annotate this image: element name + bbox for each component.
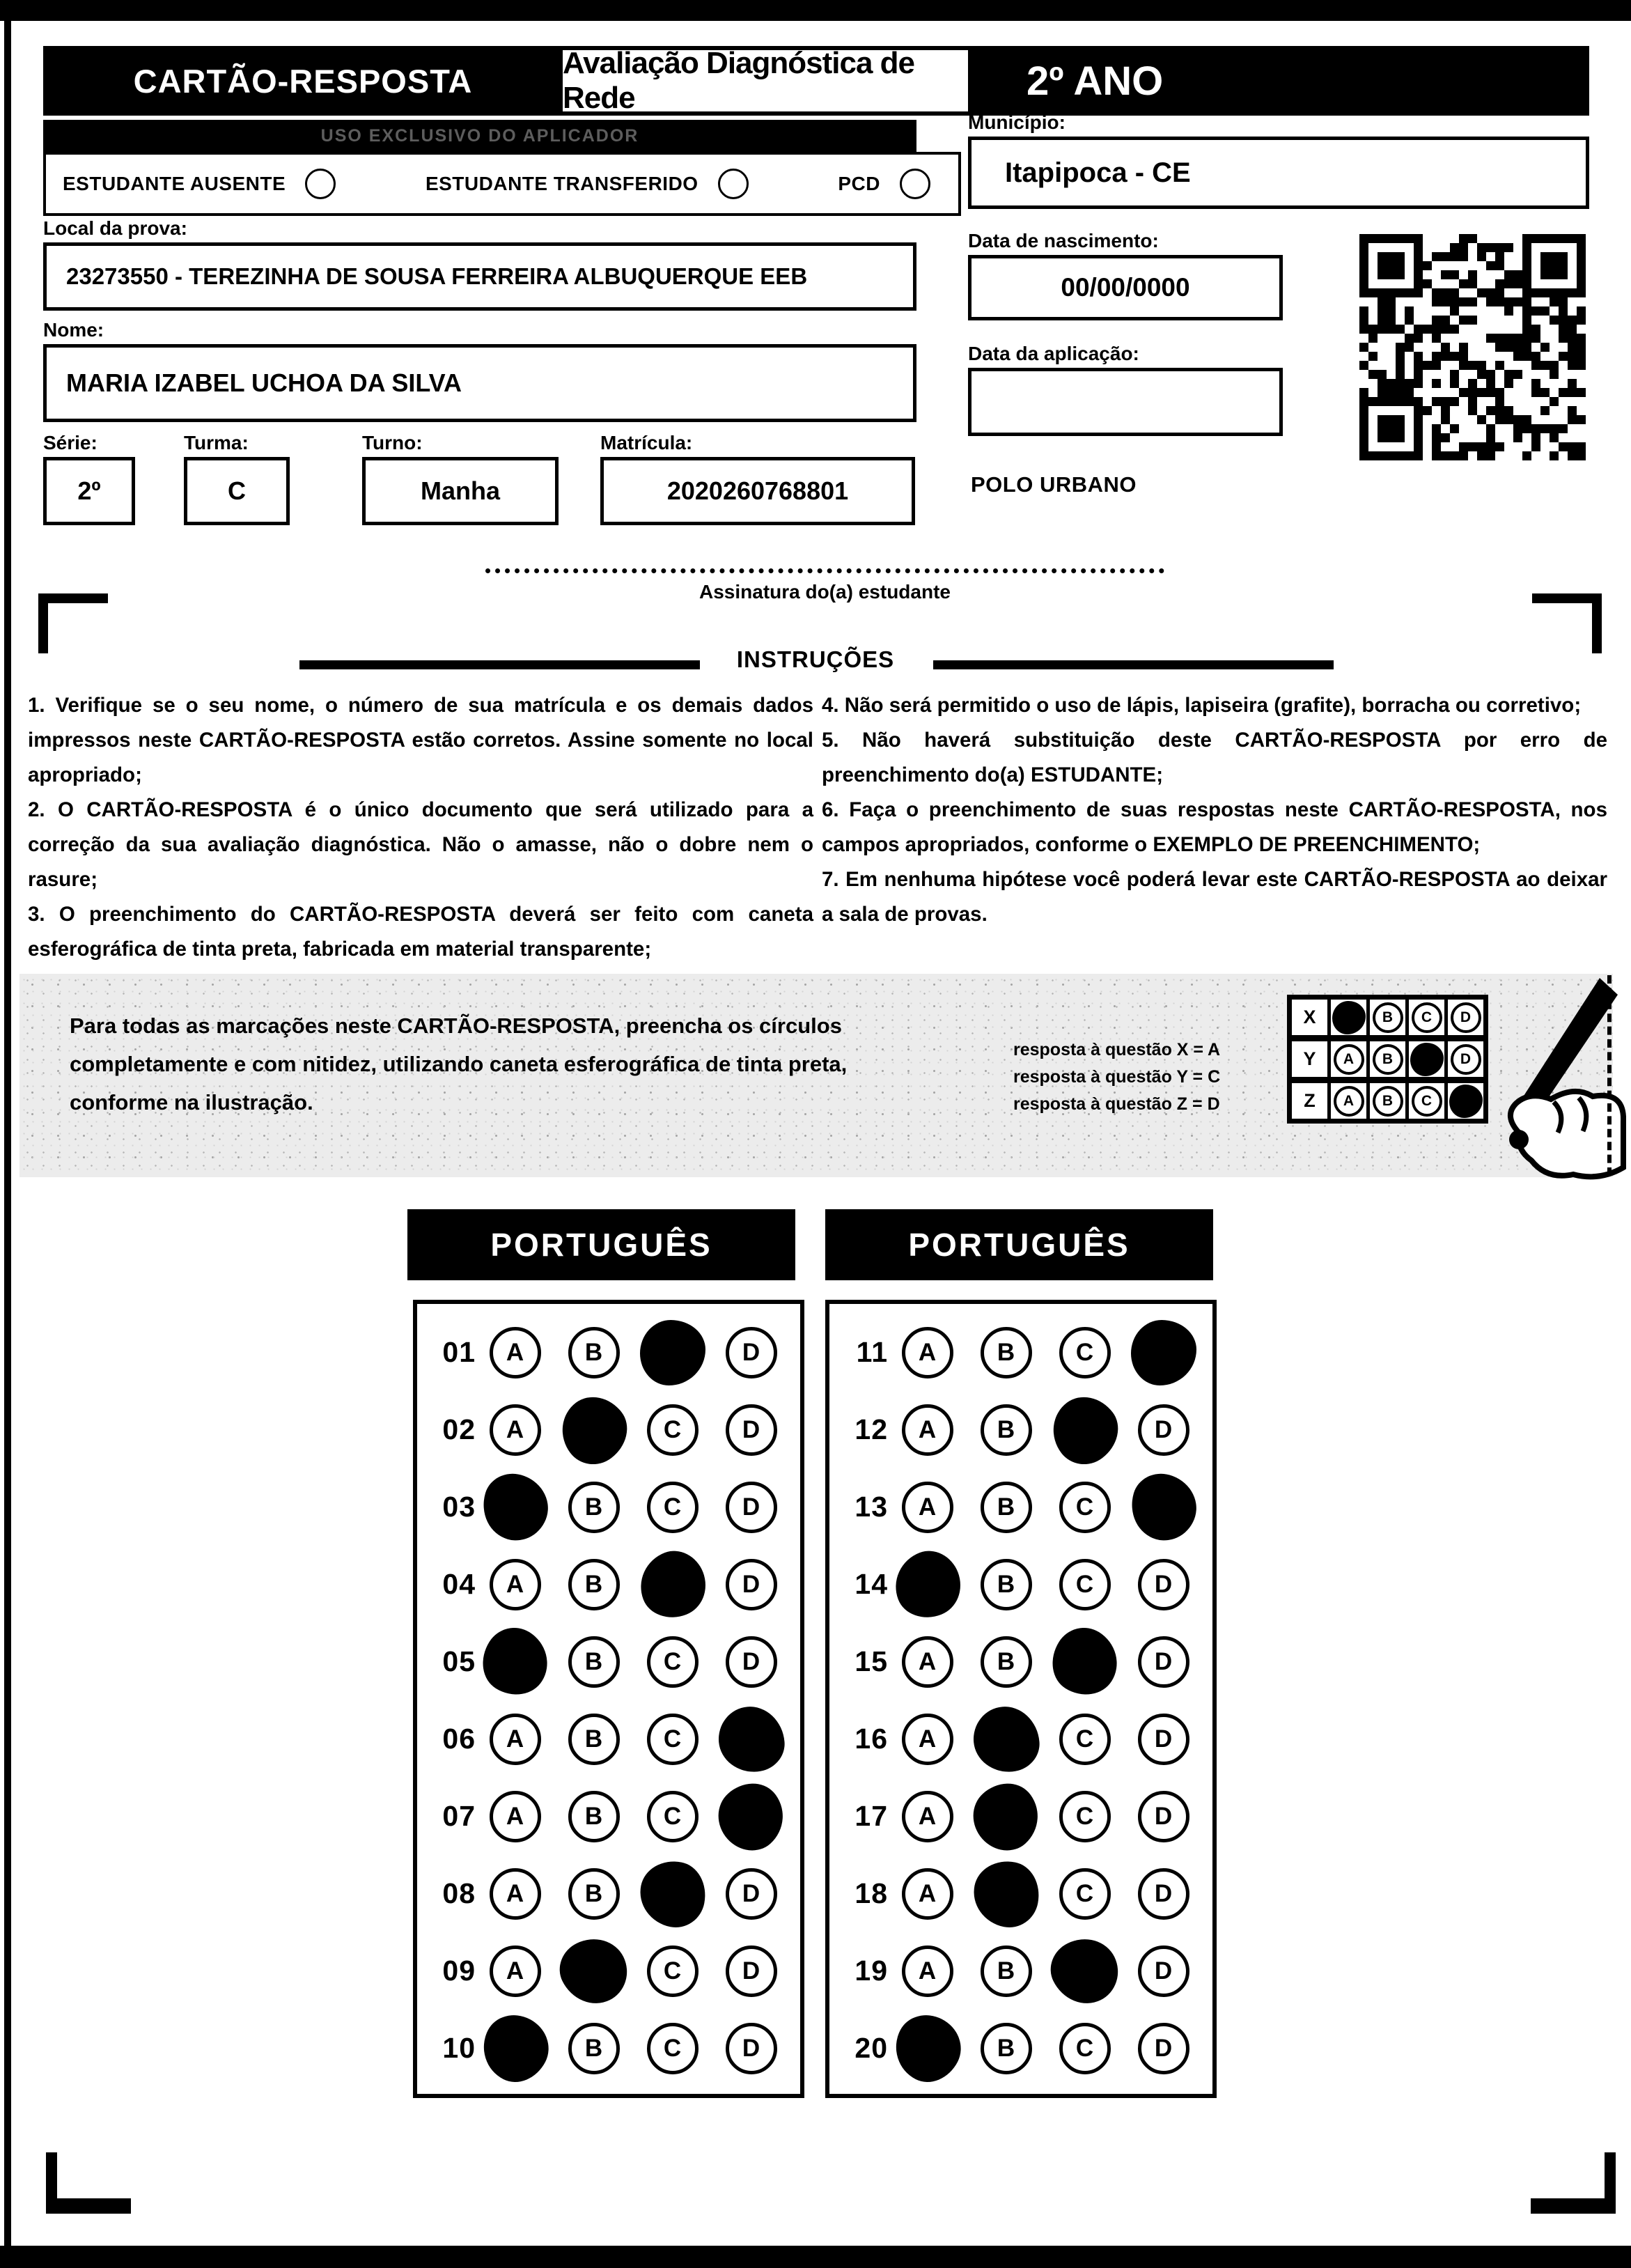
bubble-09-D[interactable]: D (712, 1945, 790, 1997)
bubble-17-A[interactable]: A (888, 1791, 967, 1842)
status-label: ESTUDANTE AUSENTE (63, 173, 286, 194)
bubble-04-A[interactable]: A (476, 1559, 554, 1610)
scan-top-bar (0, 0, 1631, 21)
bubble-09-B[interactable] (554, 1939, 633, 2004)
bubble-18-B[interactable] (967, 1861, 1045, 1927)
bubble-03-B[interactable]: B (554, 1482, 633, 1533)
question-number: 18 (854, 1877, 888, 1909)
answer-row (829, 1932, 1212, 2010)
bubble-13-D[interactable] (1124, 1475, 1203, 1540)
bubble-14-D[interactable]: D (1124, 1559, 1203, 1610)
bubble-18-A[interactable]: A (888, 1868, 967, 1920)
qr-code (1359, 234, 1586, 460)
status-checkbox-row (43, 152, 961, 216)
instruction-item: 7. Em nenhuma hipótese você poderá levar este CARTÃO-RESPOSTA ao deixar a sala de provas. (822, 868, 1607, 926)
turma-label: Turma: (184, 432, 249, 453)
bubble-17-B[interactable] (967, 1784, 1045, 1849)
bubble-02-D[interactable]: D (712, 1404, 790, 1456)
answer-row (829, 1546, 1212, 1623)
bubble-15-D[interactable]: D (1124, 1636, 1203, 1688)
example-bubble-A (1331, 1000, 1370, 1035)
status-circle[interactable] (900, 169, 930, 199)
instructions-title: INSTRUÇÕES (736, 646, 895, 672)
example-bubble-D: D (1448, 1041, 1483, 1077)
bubble-06-A[interactable]: A (476, 1714, 554, 1765)
example-bubble-A: A (1331, 1083, 1370, 1119)
question-number: 05 (442, 1645, 476, 1677)
bubble-07-A[interactable]: A (476, 1791, 554, 1842)
question-number: 13 (854, 1491, 888, 1523)
subject-header-left: PORTUGUÊS (407, 1209, 795, 1280)
bubble-11-C[interactable]: C (1045, 1327, 1124, 1378)
question-number: 11 (856, 1336, 888, 1368)
question-number: 15 (854, 1645, 888, 1677)
nascimento-label: Data de nascimento: (968, 230, 1159, 251)
bubble-16-A[interactable]: A (888, 1714, 967, 1765)
example-bubble-C: C (1409, 1000, 1448, 1035)
legend-line: resposta à questão X = A (1013, 1040, 1221, 1059)
bubble-09-A[interactable]: A (476, 1945, 554, 1997)
turma-value: C (228, 476, 246, 505)
question-number: 07 (442, 1800, 476, 1832)
bubble-07-B[interactable]: B (554, 1791, 633, 1842)
right-dashed-mark (1607, 975, 1612, 1176)
bubble-17-D[interactable]: D (1124, 1791, 1203, 1842)
bubble-07-D[interactable] (712, 1784, 790, 1849)
question-number: 08 (442, 1877, 476, 1909)
bubble-08-D[interactable]: D (712, 1868, 790, 1920)
crop-mark-bottom-right (1531, 2152, 1616, 2214)
crop-mark-top-left (38, 593, 108, 653)
bubble-08-A[interactable]: A (476, 1868, 554, 1920)
bubble-10-B[interactable]: B (554, 2023, 633, 2074)
municipio-box (968, 137, 1589, 209)
answer-grid-left (413, 1300, 804, 2098)
example-row-label: Y (1292, 1041, 1331, 1077)
card-title: CARTÃO-RESPOSTA (43, 46, 563, 116)
bubble-12-D[interactable]: D (1124, 1404, 1203, 1456)
status-option (426, 169, 749, 199)
bubble-10-A[interactable] (476, 2016, 554, 2081)
question-number: 17 (854, 1800, 888, 1832)
example-text: Para todas as marcações neste CARTÃO-RESPOSTA, preencha os círculos completamente e com nitidez, utilizando caneta esferográfica de tinta preta, conforme na ilustração. (70, 1013, 848, 1114)
question-number: 06 (442, 1723, 476, 1755)
bubble-05-D[interactable]: D (712, 1636, 790, 1688)
local-value: 23273550 - TEREZINHA DE SOUSA FERREIRA ALBUQUERQUE EEB (66, 263, 808, 289)
instruction-item: 2. O CARTÃO-RESPOSTA é o único documento que será utilizado para a correção da sua avaliação diagnóstica. Não o amasse, não o dobre nem o rasure; (28, 798, 813, 891)
status-option (63, 169, 336, 199)
nascimento-box (968, 255, 1283, 320)
bubble-19-B[interactable]: B (967, 1945, 1045, 1997)
local-label: Local da prova: (43, 217, 187, 239)
bubble-02-C[interactable]: C (633, 1404, 712, 1456)
bubble-10-D[interactable]: D (712, 2023, 790, 2074)
bubble-01-A[interactable]: A (476, 1327, 554, 1378)
bubble-11-D[interactable] (1124, 1320, 1203, 1385)
matricula-value: 2020260768801 (666, 476, 849, 505)
name-label: Nome: (43, 319, 104, 341)
bubble-15-C[interactable] (1045, 1629, 1124, 1695)
example-bubble-D: D (1448, 1000, 1483, 1035)
answer-row (417, 1778, 800, 1855)
bubble-03-A[interactable] (476, 1475, 554, 1540)
instructions-left-column (28, 688, 813, 967)
bubble-01-C[interactable] (633, 1320, 712, 1385)
name-box (43, 344, 916, 422)
bubble-03-D[interactable]: D (712, 1482, 790, 1533)
bubble-09-C[interactable]: C (633, 1945, 712, 1997)
answer-row (417, 1391, 800, 1468)
bubble-19-C[interactable] (1045, 1939, 1124, 2004)
answer-grid-right (825, 1300, 1217, 2098)
bubble-20-C[interactable]: C (1045, 2023, 1124, 2074)
applicator-bar: USO EXCLUSIVO DO APLICADOR (43, 120, 916, 152)
bubble-18-C[interactable]: C (1045, 1868, 1124, 1920)
legend-line: resposta à questão Z = D (1013, 1094, 1220, 1114)
hand-pen-illustration (1417, 974, 1626, 1183)
bubble-16-D[interactable]: D (1124, 1714, 1203, 1765)
question-number: 09 (442, 1955, 476, 1987)
serie-value: 2º (77, 476, 101, 505)
instruction-item: 4. Não será permitido o uso de lápis, lapiseira (grafite), borracha ou corretivo; (822, 694, 1582, 717)
signature-line[interactable] (485, 568, 1164, 573)
matricula-box (600, 457, 915, 525)
bubble-14-A[interactable] (888, 1552, 967, 1617)
municipio-value: Itapipoca - CE (1005, 157, 1191, 188)
example-bubble-B: B (1370, 1083, 1409, 1119)
example-bubble-B: B (1370, 1041, 1409, 1077)
bubble-20-B[interactable]: B (967, 2023, 1045, 2074)
answer-row (417, 1932, 800, 2010)
answer-row (417, 1623, 800, 1700)
turno-box (362, 457, 559, 525)
question-number: 02 (442, 1413, 476, 1445)
scan-bottom-bar (0, 2246, 1631, 2268)
example-bubble-B: B (1370, 1000, 1409, 1035)
question-number: 19 (854, 1955, 888, 1987)
status-option (838, 169, 930, 199)
answer-row (829, 1468, 1212, 1546)
bubble-01-B[interactable]: B (554, 1327, 633, 1378)
bubble-19-D[interactable]: D (1124, 1945, 1203, 1997)
answer-row (829, 2010, 1212, 2087)
bubble-10-C[interactable]: C (633, 2023, 712, 2074)
status-label: PCD (838, 173, 880, 194)
bubble-16-B[interactable] (967, 1707, 1045, 1772)
answer-row (829, 1314, 1212, 1391)
instructions-right-column (822, 688, 1607, 932)
bubble-11-B[interactable]: B (967, 1327, 1045, 1378)
bubble-03-C[interactable]: C (633, 1482, 712, 1533)
instruction-item: 6. Faça o preenchimento de suas respostas neste CARTÃO-RESPOSTA, nos campos apropriados, conforme o EXEMPLO DE PREENCHIMENTO; (822, 798, 1607, 856)
question-number: 20 (854, 2032, 888, 2064)
question-number: 03 (442, 1491, 476, 1523)
bubble-13-A[interactable]: A (888, 1482, 967, 1533)
bubble-12-C[interactable] (1045, 1397, 1124, 1463)
bubble-04-C[interactable] (633, 1552, 712, 1617)
signature-caption: Assinatura do(a) estudante (699, 581, 951, 603)
instruction-item: 1. Verifique se o seu nome, o número de sua matrícula e os demais dados impressos neste CARTÃO-RESPOSTA estão corretos. Assine somente no local apropriado; (28, 694, 813, 786)
bubble-12-B[interactable]: B (967, 1404, 1045, 1456)
local-box (43, 242, 916, 311)
instruction-item: 3. O preenchimento do CARTÃO-RESPOSTA deverá ser feito com caneta esferográfica de tinta preta, fabricada em material transparente; (28, 903, 813, 961)
name-value: MARIA IZABEL UCHOA DA SILVA (66, 368, 462, 397)
instructions-rule-right (933, 660, 1334, 669)
bubble-06-D[interactable] (712, 1707, 790, 1772)
bubble-20-A[interactable] (888, 2016, 967, 2081)
bubble-15-A[interactable]: A (888, 1636, 967, 1688)
bubble-08-B[interactable]: B (554, 1868, 633, 1920)
instruction-item: 5. Não haverá substituição deste CARTÃO-RESPOSTA por erro de preenchimento do(a) ESTUDANTE; (822, 729, 1607, 786)
crop-mark-bottom-left (46, 2152, 131, 2214)
answer-row (417, 1855, 800, 1932)
bubble-13-B[interactable]: B (967, 1482, 1045, 1533)
bubble-14-B[interactable]: B (967, 1559, 1045, 1610)
answer-row (417, 1468, 800, 1546)
answer-row (417, 1700, 800, 1778)
bubble-06-C[interactable]: C (633, 1714, 712, 1765)
crop-mark-top-right (1532, 593, 1602, 653)
bubble-02-A[interactable]: A (476, 1404, 554, 1456)
bubble-17-C[interactable]: C (1045, 1791, 1124, 1842)
answer-row (417, 1314, 800, 1391)
answer-row (417, 1546, 800, 1623)
bubble-11-A[interactable]: A (888, 1327, 967, 1378)
aplicacao-label: Data da aplicação: (968, 343, 1139, 364)
bubble-05-A[interactable] (476, 1629, 554, 1695)
answer-row (829, 1778, 1212, 1855)
matricula-label: Matrícula: (600, 432, 693, 453)
status-circle[interactable] (305, 169, 336, 199)
assessment-title: Avaliação Diagnóstica de Rede (563, 46, 968, 116)
example-bubble-A: A (1331, 1041, 1370, 1077)
bubble-14-C[interactable]: C (1045, 1559, 1124, 1610)
turma-box (184, 457, 290, 525)
bubble-18-D[interactable]: D (1124, 1868, 1203, 1920)
turno-value: Manha (420, 476, 500, 505)
bubble-12-A[interactable]: A (888, 1404, 967, 1456)
answer-row (829, 1623, 1212, 1700)
bubble-08-C[interactable] (633, 1861, 712, 1927)
polo-label: POLO URBANO (971, 472, 1137, 497)
example-bubble-C: C (1409, 1083, 1448, 1119)
status-label: ESTUDANTE TRANSFERIDO (425, 173, 699, 194)
turno-label: Turno: (362, 432, 423, 453)
municipio-label: Município: (968, 111, 1066, 133)
answer-row (829, 1855, 1212, 1932)
answer-row (829, 1391, 1212, 1468)
serie-box (43, 457, 135, 525)
question-number: 12 (854, 1413, 888, 1445)
bubble-19-A[interactable]: A (888, 1945, 967, 1997)
aplicacao-box[interactable] (968, 368, 1283, 436)
bubble-13-C[interactable]: C (1045, 1482, 1124, 1533)
question-number: 10 (442, 2032, 476, 2064)
subject-header-right: PORTUGUÊS (825, 1209, 1213, 1280)
bubble-05-C[interactable]: C (633, 1636, 712, 1688)
bubble-07-C[interactable]: C (633, 1791, 712, 1842)
serie-label: Série: (43, 432, 97, 453)
example-row-label: X (1292, 1000, 1331, 1035)
question-number: 16 (854, 1723, 888, 1755)
bubble-16-C[interactable]: C (1045, 1714, 1124, 1765)
bubble-01-D[interactable]: D (712, 1327, 790, 1378)
legend-line: resposta à questão Y = C (1013, 1067, 1221, 1087)
bubble-06-B[interactable]: B (554, 1714, 633, 1765)
question-number: 14 (854, 1568, 888, 1600)
example-legend (1013, 1036, 1278, 1118)
answer-row (829, 1700, 1212, 1778)
bubble-15-B[interactable]: B (967, 1636, 1045, 1688)
scan-left-border (4, 0, 11, 2268)
question-number: 04 (442, 1568, 476, 1600)
bubble-02-B[interactable] (554, 1397, 633, 1463)
question-number: 01 (442, 1336, 476, 1368)
bubble-20-D[interactable]: D (1124, 2023, 1203, 2074)
example-row-label: Z (1292, 1083, 1331, 1119)
nascimento-value: 00/00/0000 (1061, 273, 1190, 302)
bubble-05-B[interactable]: B (554, 1636, 633, 1688)
bubble-04-D[interactable]: D (712, 1559, 790, 1610)
instructions-rule-left (299, 660, 700, 669)
answer-row (417, 2010, 800, 2087)
grade-badge: 2º ANO (968, 46, 1589, 116)
status-circle[interactable] (718, 169, 749, 199)
bubble-04-B[interactable]: B (554, 1559, 633, 1610)
